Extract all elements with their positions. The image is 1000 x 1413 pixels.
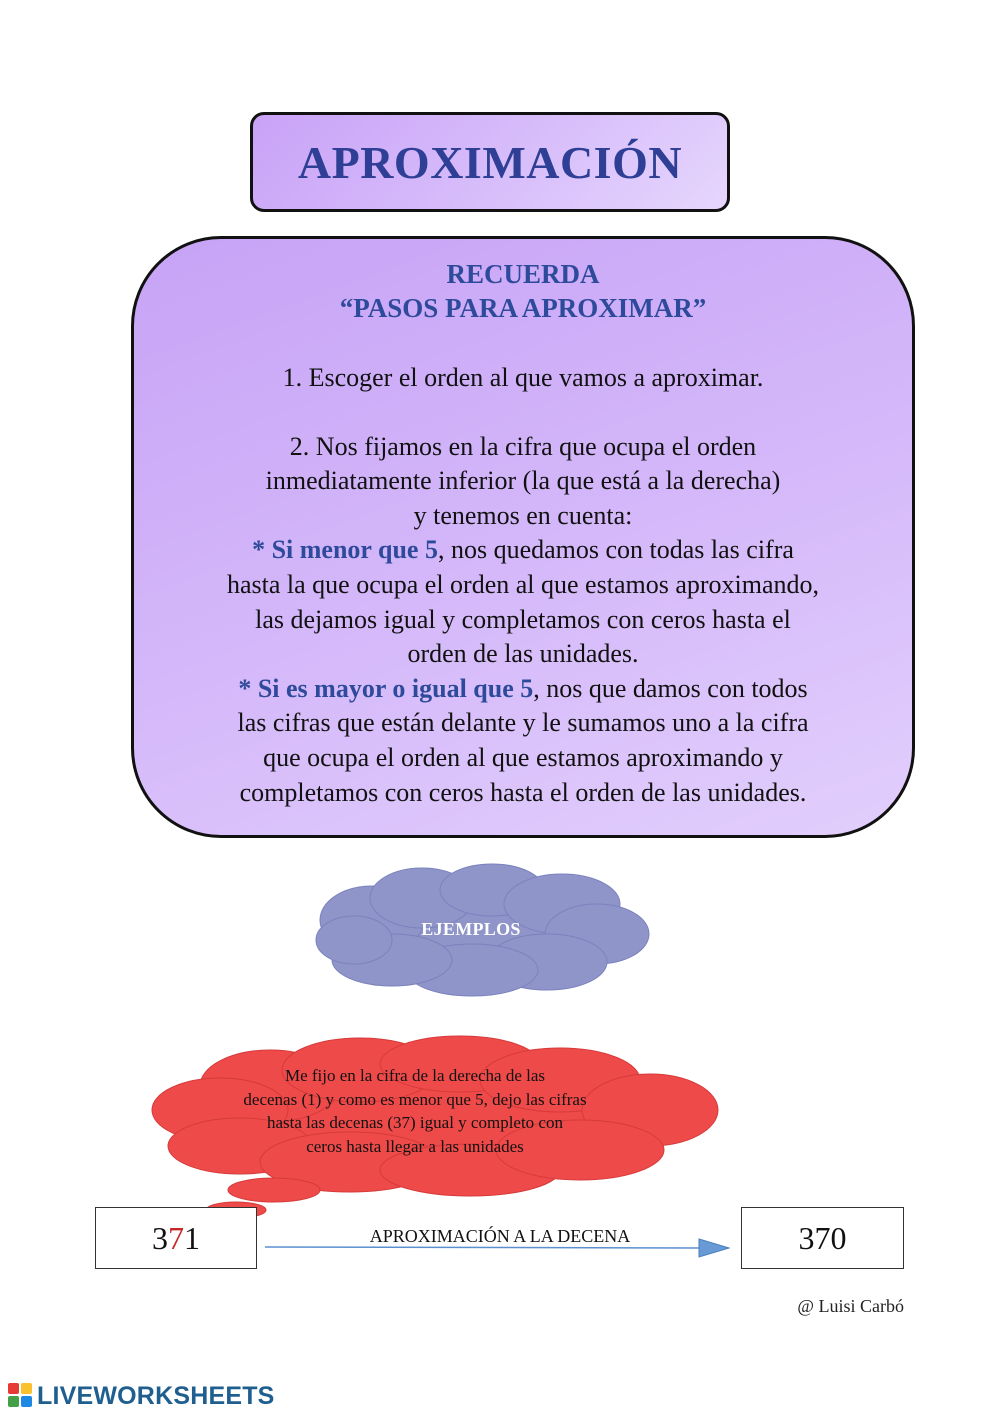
case-greater-line [134, 672, 912, 707]
case-greater-line: completamos con ceros hasta el orden de las unidades. [239, 777, 807, 807]
arrow-right-icon [265, 1236, 730, 1260]
title-box [250, 112, 730, 212]
case-less-line: las dejamos igual y completamos con ceros hasta el [255, 604, 791, 634]
explanation-line: ceros hasta llegar a las unidades [306, 1136, 524, 1156]
case-less-line [134, 533, 912, 568]
explanation-text [200, 1064, 630, 1158]
explanation-line: Me fijo en la cifra de la derecha de las [284, 1066, 546, 1085]
original-number-box [95, 1207, 257, 1269]
case-less-rest: , nos quedamos con todas las cifra [437, 535, 794, 565]
rules-heading-pasos: “PASOS PARA APROXIMAR” [339, 293, 707, 323]
step-1: 1. Escoger el orden al que vamos a aproximar. [282, 363, 764, 392]
original-digit-tens: 7 [168, 1219, 184, 1256]
step-2-line: y tenemos en cuenta: [413, 500, 633, 530]
case-greater-line: que ocupa el orden al que estamos aproximando y [263, 742, 783, 772]
page-title: APROXIMACIÓN [297, 136, 683, 188]
case-greater-line: las cifras que están delante y le sumamos uno a la cifra [237, 708, 809, 738]
original-digit-hundreds: 3 [152, 1219, 168, 1256]
case-greater-highlight: * Si es mayor o igual que 5 [238, 673, 534, 703]
result-number: 370 [798, 1219, 847, 1256]
arrow-label: APROXIMACIÓN A LA DECENA [369, 1226, 631, 1246]
original-digit-units: 1 [184, 1219, 200, 1256]
explanation-cloud [150, 1034, 730, 1234]
brand-name: LIVEWORKSHEETS [37, 1381, 275, 1410]
brand-footer [8, 1382, 275, 1410]
rules-heading-recuerda: RECUERDA [446, 259, 600, 289]
liveworksheets-logo-icon [8, 1383, 34, 1409]
case-less-line: orden de las unidades. [407, 639, 639, 669]
step-2-line: 2. Nos fijamos en la cifra que ocupa el orden [289, 431, 757, 461]
result-number-box [741, 1207, 904, 1269]
author-credit: @ Luisi Carbó [797, 1296, 904, 1316]
explanation-line: decenas (1) y como es menor que 5, dejo las cifras [243, 1089, 587, 1109]
examples-label: EJEMPLOS [421, 918, 521, 939]
case-less-line: hasta la que ocupa el orden al que estamos aproximando, [226, 569, 820, 599]
rules-box [131, 236, 915, 838]
step-2-line: inmediatamente inferior (la que está a la derecha) [265, 466, 781, 496]
explanation-line: hasta las decenas (37) igual y completo con [267, 1113, 563, 1132]
examples-cloud [312, 862, 652, 1002]
case-greater-rest: , nos que damos con todos [533, 673, 808, 703]
case-less-highlight: * Si menor que 5 [252, 535, 438, 565]
